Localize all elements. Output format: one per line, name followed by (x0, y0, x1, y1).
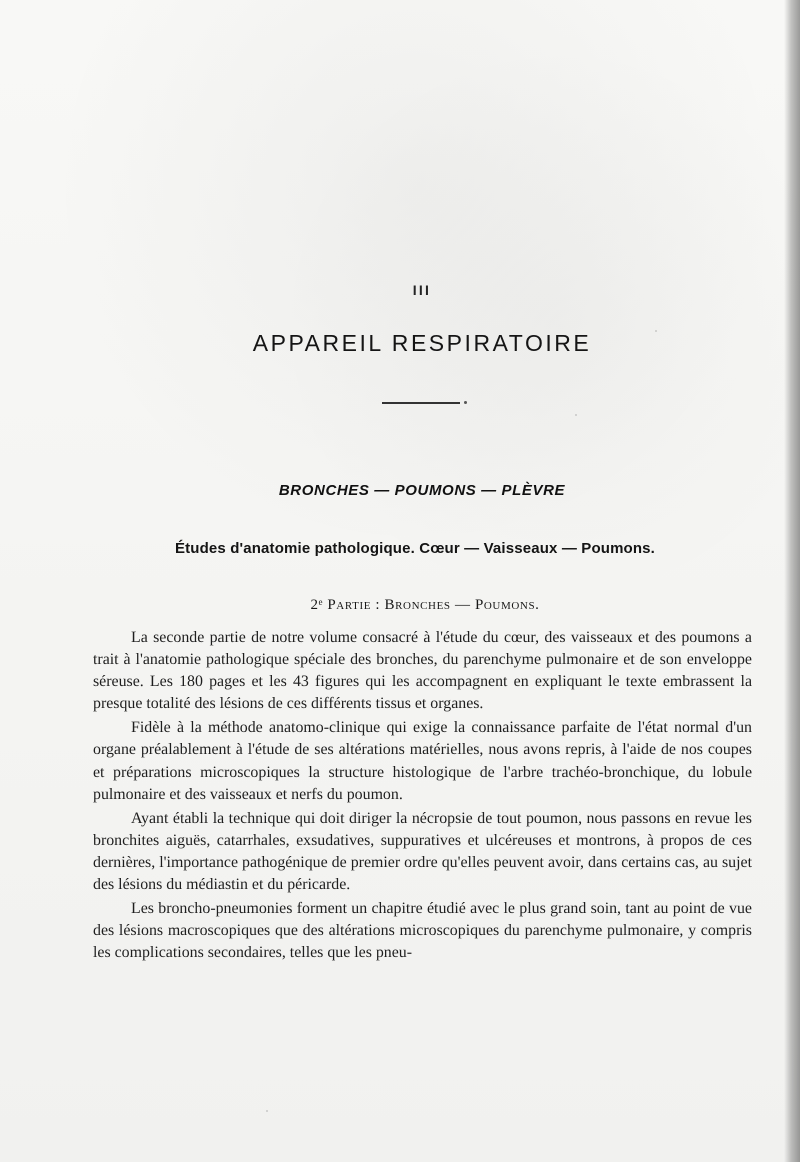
section-number: III (412, 282, 432, 298)
study-title: Études d'anatomie pathologique. Cœur — Vaisseaux — Poumons. (175, 540, 655, 557)
paragraph-2: Fidèle à la méthode anatomo-clinique qui exige la connaissance parfaite de l'état normal d'un organe préalablement à l'étude de ses altérations matérielles, nous avons repris, à l'aide de nos coupes et préparations microscopiques la structure histologique de l'arbre trachéo-bronchique, du lobule pulmonaire et des vaisseaux et nerfs du poumon. (93, 719, 752, 803)
paragraph-3: Ayant établi la technique qui doit diriger la nécropsie de tout poumon, nous passons en revue les bronchites aiguës, catarrhales, exsudatives, suppuratives et ulcéreuses et montrons, à propos de ces dernières, l'importance pathogénique de premier ordre qu'elles peuvent avoir, dans certains cas, au sujet des lésions du médiastin et du péricarde. (93, 809, 752, 894)
chapter-title: APPAREIL RESPIRATOIRE (252, 330, 592, 356)
body-text (93, 627, 752, 966)
part-heading: 2ᵉ Partie : Bronches — Poumons. (310, 597, 540, 613)
dust-speck (575, 414, 577, 416)
chapter-subtitle: BRONCHES — POUMONS — PLÈVRE (278, 482, 566, 499)
dust-speck (655, 330, 657, 332)
paragraph-4: Les broncho-pneumonies forment un chapitre étudié avec le plus grand soin, tant au point de vue des lésions macroscopiques que des altérations microscopiques du parenchyme pulmonaire, y compris les complications secondaires, telles que les pneu- (93, 900, 752, 962)
paragraph-1: La seconde partie de notre volume consacré à l'étude du cœur, des vaisseaux et des poumons a trait à l'anatomie pathologique spéciale des bronches, du parenchyme pulmonaire et de son enveloppe séreuse. Les 180 pages et les 43 figures qui les accompagnent en expliquant le texte embrassent la presque totalité des lésions de ces différents tissus et organes. (93, 629, 752, 713)
decorative-rule (382, 402, 460, 404)
page-spine-shadow (784, 0, 800, 1162)
dust-speck (266, 1110, 268, 1112)
